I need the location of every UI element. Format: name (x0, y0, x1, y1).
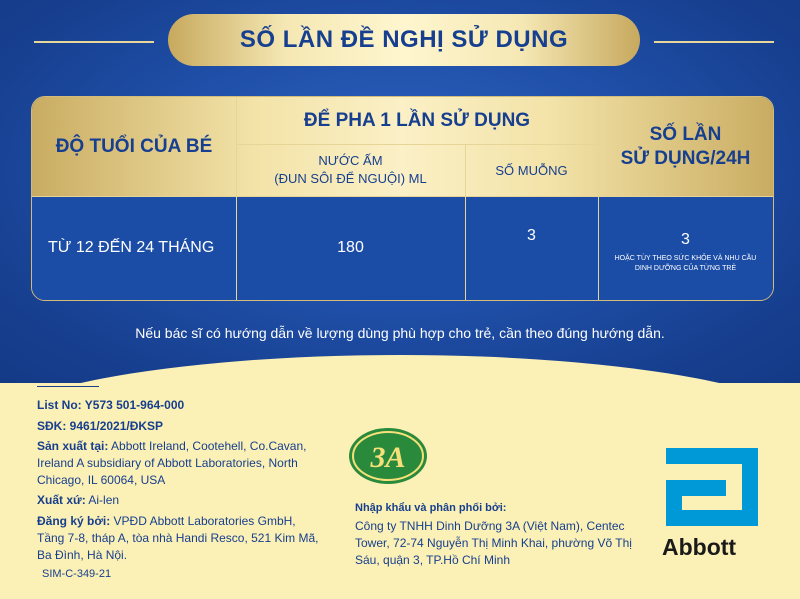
importer-text: Công ty TNHH Dinh Dưỡng 3A (Việt Nam), Centec Tower, 72-74 Nguyễn Thị Minh Khai, phường Võ Thị Sáu, quận 3, TP.Hồ Chí Minh (355, 519, 632, 567)
sim-code: SIM-C-349-21 (42, 568, 112, 580)
header-times (598, 97, 773, 196)
origin-info (37, 492, 322, 509)
header-water (236, 144, 465, 196)
title-text: SỐ LẦN ĐỀ NGHỊ SỬ DỤNG (239, 26, 569, 53)
usage-note: Nếu bác sĩ có hướng dẫn về lượng dùng phù hợp cho trẻ, cần theo đúng hướng dẫn. (135, 325, 665, 341)
header-scoops (465, 144, 598, 196)
abbott-wordmark: Abbott (662, 534, 737, 560)
header-mix-text: ĐỂ PHA 1 LẦN SỬ DỤNG (303, 109, 531, 131)
list-number: List No: Y573 501-964-000 (37, 398, 185, 412)
manufacturer-info (37, 438, 322, 489)
row-age-text: TỪ 12 ĐẾN 24 THÁNG (48, 239, 215, 256)
registrant-text: VPĐD Abbott Laboratories GmbH, Tầng 7-8, tháp A, tòa nhà Handi Resco, 521 Kim Mã, Ba Đình, Hà Nội. (37, 514, 319, 562)
row-times-note-text: HOẶC TÙY THEO SỨC KHỎE VÀ NHU CẦU DINH DƯỠNG CỦA TỪNG TRẺ (614, 255, 757, 272)
header-age-text: ĐỘ TUỔI CỦA BÉ (55, 135, 213, 157)
importer-label: Nhập khẩu và phân phối bởi: (355, 502, 507, 514)
logo-3a-text: 3A (370, 441, 406, 474)
logo-3a (347, 425, 429, 487)
row-times-note (598, 251, 773, 277)
title-rule-right (654, 41, 774, 43)
registration-number: SĐK: 9461/2021/ĐKSP (37, 419, 164, 433)
manufacturer-text: Abbott Ireland, Cootehell, Co.Cavan, Ireland A subsidiary of Abbott Laboratories, North Chicago, IL 60064, USA (37, 439, 307, 487)
row-scoops (465, 196, 598, 276)
abbott-logo-icon (662, 438, 766, 528)
header-mix (236, 97, 598, 144)
row-times-text: 3 (681, 231, 690, 248)
header-age (32, 97, 236, 196)
header-scoops-text: SỐ MUỖNG (495, 162, 568, 178)
header-times-text: SỐ LẦN SỬ DỤNG/24H (620, 123, 751, 169)
registrant-info (37, 513, 322, 564)
manufacturer-label: Sản xuất tại: (37, 439, 109, 453)
row-age (32, 196, 236, 300)
registrant-label: Đăng ký bởi: (37, 514, 111, 528)
usage-table (31, 96, 774, 301)
origin-label: Xuất xứ: (37, 493, 86, 507)
page-title (168, 14, 640, 66)
row-water-text: 180 (337, 239, 364, 256)
row-scoops-text: 3 (527, 227, 536, 244)
row-water (236, 196, 465, 300)
row-times (598, 229, 773, 251)
origin-text: Ai-len (85, 493, 120, 507)
title-rule-left (34, 41, 154, 43)
header-water-text: NƯỚC ẤM (ĐUN SÔI ĐỂ NGUỘI) ML (274, 153, 427, 186)
info-rule (37, 386, 99, 387)
